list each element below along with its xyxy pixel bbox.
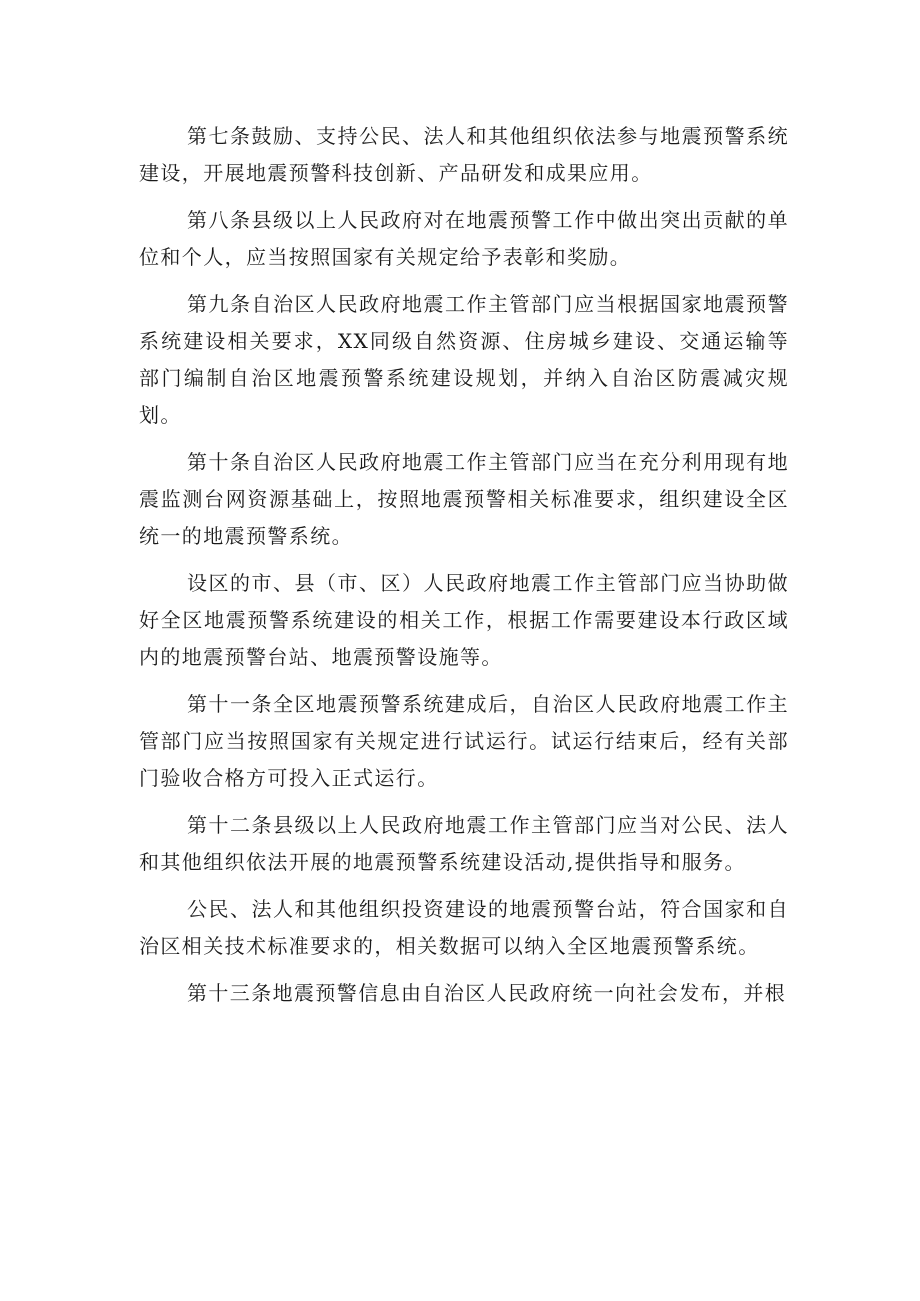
paragraph-article-10: 第十条自治区人民政府地震工作主管部门应当在充分利用现有地震监测台网资源基础上，按照地震预警相关标准要求，组织建设全区统一的地震预警系统。 xyxy=(139,450,789,548)
paragraph-article-8: 第八条县级以上人民政府对在地震预警工作中做出突出贡献的单位和个人，应当按照国家有关规定给予表彰和奖励。 xyxy=(139,208,789,269)
paragraph-article-12: 第十二条县级以上人民政府地震工作主管部门应当对公民、法人和其他组织依法开展的地震预警系统建设活动,提供指导和服务。 xyxy=(139,813,789,874)
paragraph-article-11: 第十一条全区地震预警系统建成后，自治区人民政府地震工作主管部门应当按照国家有关规定进行试运行。试运行结束后，经有关部门验收合格方可投入正式运行。 xyxy=(139,692,789,790)
paragraph-article-10-clause-2: 设区的市、县（市、区）人民政府地震工作主管部门应当协助做好全区地震预警系统建设的相关工作，根据工作需要建设本行政区域内的地震预警台站、地震预警设施等。 xyxy=(139,571,789,669)
paragraph-article-12-clause-2: 公民、法人和其他组织投资建设的地震预警台站，符合国家和自治区相关技术标准要求的，相关数据可以纳入全区地震预警系统。 xyxy=(139,897,789,958)
paragraph-article-9: 第九条自治区人民政府地震工作主管部门应当根据国家地震预警系统建设相关要求，XX同级自然资源、住房城乡建设、交通运输等部门编制自治区地震预警系统建设规划，并纳入自治区防震减灾规划。 xyxy=(139,292,789,427)
paragraph-article-13: 第十三条地震预警信息由自治区人民政府统一向社会发布，并根 xyxy=(187,981,787,1005)
document-body xyxy=(139,118,789,1022)
paragraph-article-7: 第七条鼓励、支持公民、法人和其他组织依法参与地震预警系统建设，开展地震预警科技创新、产品研发和成果应用。 xyxy=(139,124,789,185)
